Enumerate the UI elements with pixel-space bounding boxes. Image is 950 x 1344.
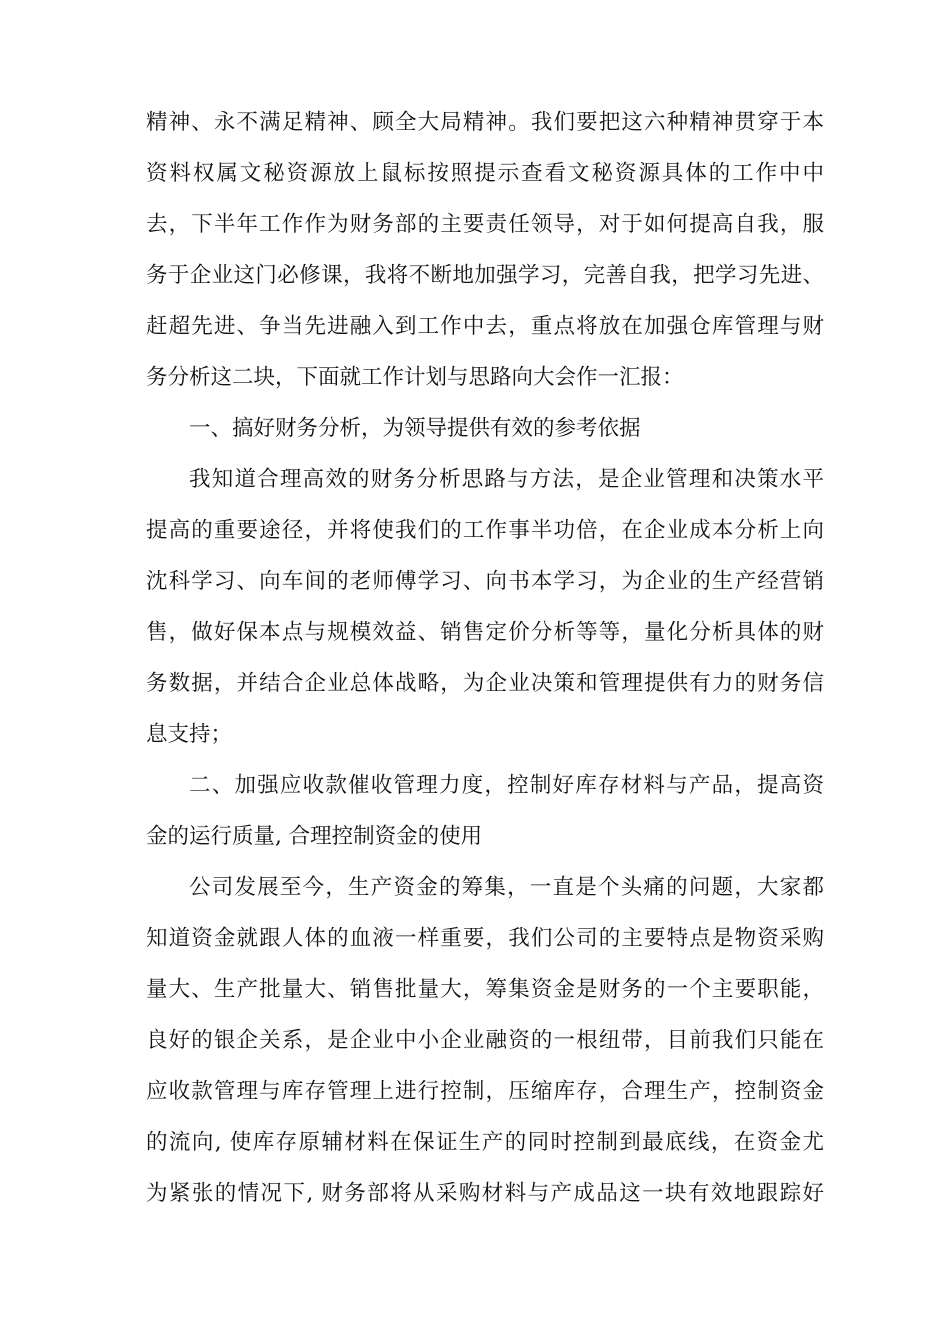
text-line: 公司发展至今，生产资金的筹集，一直是个头痛的问题，大家都 [189,875,824,900]
text-line: 务分析这二块，下面就工作计划与思路向大会作一汇报： [146,365,684,390]
text-line: 赶超先进、争当先进融入到工作中去，重点将放在加强仓库管理与财 [146,314,824,339]
text-line: 资料权属文秘资源放上鼠标按照提示查看文秘资源具体的工作中中 [146,161,824,186]
text-line: 金的运行质量, 合理控制资金的使用 [146,824,483,849]
text-line: 应收款管理与库存管理上进行控制，压缩库存，合理生产，控制资金 [146,1079,824,1104]
text-line: 沈科学习、向车间的老师傅学习、向书本学习，为企业的生产经营销 [146,569,824,594]
text-line: 精神、永不满足精神、顾全大局精神。我们要把这六种精神贯穿于本 [146,110,824,135]
text-line: 去，下半年工作作为财务部的主要责任领导，对于如何提高自我，服 [146,212,824,237]
text-line: 一、搞好财务分析，为领导提供有效的参考依据 [189,416,641,441]
text-line: 良好的银企关系，是企业中小企业融资的一根纽带，目前我们只能在 [146,1028,824,1053]
document-body [146,97,824,1219]
text-line: 提高的重要途径，并将使我们的工作事半功倍，在企业成本分析上向 [146,518,824,543]
text-line: 知道资金就跟人体的血液一样重要，我们公司的主要特点是物资采购 [146,926,824,951]
text-line: 售，做好保本点与规模效益、销售定价分析等等，量化分析具体的财 [146,620,824,645]
text-line: 为紧张的情况下, 财务部将从采购材料与产成品这一块有效地跟踪好 [146,1181,824,1206]
text-line: 务数据，并结合企业总体战略，为企业决策和管理提供有力的财务信 [146,671,824,696]
text-line: 我知道合理高效的财务分析思路与方法，是企业管理和决策水平 [189,467,824,492]
text-line: 二、加强应收款催收管理力度，控制好库存材料与产品，提高资 [189,773,824,798]
text-line: 息支持； [146,722,233,747]
text-line: 量大、生产批量大、销售批量大，筹集资金是财务的一个主要职能， [146,977,824,1002]
text-line: 务于企业这门必修课，我将不断地加强学习，完善自我，把学习先进、 [146,263,824,288]
text-line: 的流向, 使库存原辅材料在保证生产的同时控制到最底线，在资金尤 [146,1130,824,1155]
